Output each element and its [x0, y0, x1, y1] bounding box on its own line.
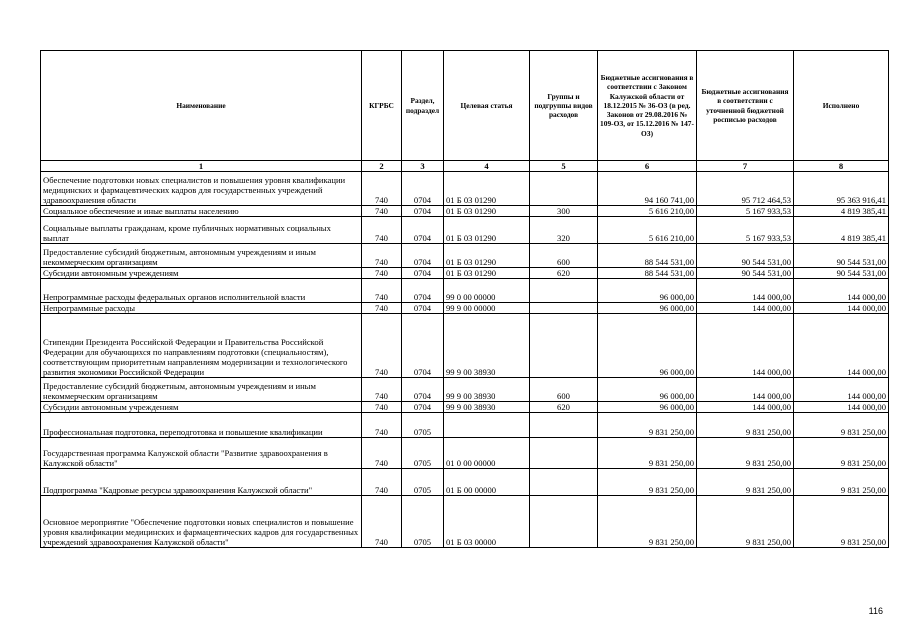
row-expense-group — [530, 413, 598, 438]
column-number: 4 — [444, 161, 530, 172]
row-target-article: 01 Б 03 01290 — [444, 244, 530, 268]
row-kgrbs: 740 — [362, 268, 402, 279]
row-executed: 144 000,00 — [794, 279, 889, 303]
row-name: Обеспечение подготовки новых специалистов и повышения уровня квалификации медицинских и фармацевтических кадров для государственных учреждений здравоохранения области — [41, 172, 362, 206]
row-approved: 88 544 531,00 — [598, 268, 697, 279]
row-executed: 9 831 250,00 — [794, 496, 889, 548]
column-number: 1 — [41, 161, 362, 172]
table-row — [41, 402, 889, 413]
row-approved: 96 000,00 — [598, 303, 697, 314]
row-name: Основное мероприятие "Обеспечение подготовки новых специалистов и повышение уровня квалификации медицинских и фармацевтических кадров для государственных учреждений здравоохранения Калужской области" — [41, 496, 362, 548]
row-approved: 9 831 250,00 — [598, 496, 697, 548]
row-executed: 144 000,00 — [794, 402, 889, 413]
row-section: 0705 — [402, 469, 444, 496]
row-kgrbs: 740 — [362, 469, 402, 496]
row-expense-group: 620 — [530, 268, 598, 279]
table-row — [41, 378, 889, 402]
row-kgrbs: 740 — [362, 438, 402, 469]
row-target-article — [444, 413, 530, 438]
row-refined: 9 831 250,00 — [697, 496, 794, 548]
page-number: 116 — [868, 606, 883, 616]
column-number: 3 — [402, 161, 444, 172]
row-name: Предоставление субсидий бюджетным, автономным учреждениям и иным некоммерческим организациям — [41, 244, 362, 268]
row-refined: 144 000,00 — [697, 279, 794, 303]
row-name: Профессиональная подготовка, переподготовка и повышение квалификации — [41, 413, 362, 438]
row-kgrbs: 740 — [362, 496, 402, 548]
table-row — [41, 496, 889, 548]
row-refined: 144 000,00 — [697, 402, 794, 413]
row-target-article: 01 Б 03 01290 — [444, 172, 530, 206]
row-approved: 9 831 250,00 — [598, 438, 697, 469]
row-refined: 5 167 933,53 — [697, 206, 794, 217]
row-kgrbs: 740 — [362, 402, 402, 413]
row-section: 0705 — [402, 438, 444, 469]
row-section: 0705 — [402, 413, 444, 438]
row-executed: 144 000,00 — [794, 303, 889, 314]
row-kgrbs: 740 — [362, 303, 402, 314]
row-executed: 9 831 250,00 — [794, 413, 889, 438]
row-approved: 96 000,00 — [598, 402, 697, 413]
table-row — [41, 268, 889, 279]
row-expense-group — [530, 303, 598, 314]
row-kgrbs: 740 — [362, 172, 402, 206]
row-name: Непрограммные расходы — [41, 303, 362, 314]
row-approved: 5 616 210,00 — [598, 206, 697, 217]
row-name: Непрограммные расходы федеральных органов исполнительной власти — [41, 279, 362, 303]
row-approved: 96 000,00 — [598, 378, 697, 402]
row-section: 0704 — [402, 378, 444, 402]
row-refined: 144 000,00 — [697, 314, 794, 378]
row-approved: 88 544 531,00 — [598, 244, 697, 268]
row-kgrbs: 740 — [362, 413, 402, 438]
row-executed: 4 819 385,41 — [794, 217, 889, 244]
table-row — [41, 206, 889, 217]
column-number: 5 — [530, 161, 598, 172]
column-number: 7 — [697, 161, 794, 172]
row-target-article: 01 Б 03 01290 — [444, 206, 530, 217]
row-target-article: 99 9 00 00000 — [444, 303, 530, 314]
column-number: 2 — [362, 161, 402, 172]
row-refined: 90 544 531,00 — [697, 268, 794, 279]
row-expense-group: 600 — [530, 244, 598, 268]
row-section: 0705 — [402, 496, 444, 548]
row-target-article: 99 0 00 00000 — [444, 279, 530, 303]
row-section: 0704 — [402, 268, 444, 279]
row-expense-group: 300 — [530, 206, 598, 217]
row-name: Субсидии автономным учреждениям — [41, 402, 362, 413]
row-name: Субсидии автономным учреждениям — [41, 268, 362, 279]
row-target-article: 01 Б 03 01290 — [444, 217, 530, 244]
row-target-article: 99 9 00 38930 — [444, 378, 530, 402]
row-refined: 90 544 531,00 — [697, 244, 794, 268]
row-expense-group — [530, 314, 598, 378]
row-executed: 9 831 250,00 — [794, 469, 889, 496]
row-kgrbs: 740 — [362, 279, 402, 303]
header-expense-group: Группы и подгруппы видов расходов — [530, 51, 598, 161]
row-section: 0704 — [402, 303, 444, 314]
row-name: Подпрограмма "Кадровые ресурсы здравоохранения Калужской области" — [41, 469, 362, 496]
row-target-article: 99 9 00 38930 — [444, 314, 530, 378]
row-approved: 96 000,00 — [598, 279, 697, 303]
table-row — [41, 217, 889, 244]
row-kgrbs: 740 — [362, 217, 402, 244]
table-row — [41, 303, 889, 314]
row-approved: 94 160 741,00 — [598, 172, 697, 206]
row-target-article: 01 Б 03 00000 — [444, 496, 530, 548]
header-executed: Исполнено — [794, 51, 889, 161]
header-approved-allocations: Бюджетные ассигнования в соответствии с Законом Калужской области от 18.12.2015 № 36-ОЗ (в ред. Законов от 29.08.2016 № 109-ОЗ, от 15.12.2016 № 147-ОЗ) — [598, 51, 697, 161]
table-row — [41, 314, 889, 378]
row-executed: 95 363 916,41 — [794, 172, 889, 206]
row-section: 0704 — [402, 244, 444, 268]
row-approved: 5 616 210,00 — [598, 217, 697, 244]
table-row — [41, 413, 889, 438]
row-expense-group: 320 — [530, 217, 598, 244]
row-executed: 144 000,00 — [794, 314, 889, 378]
row-approved: 9 831 250,00 — [598, 469, 697, 496]
row-refined: 95 712 464,53 — [697, 172, 794, 206]
row-section: 0704 — [402, 279, 444, 303]
row-name: Социальные выплаты гражданам, кроме публичных нормативных социальных выплат — [41, 217, 362, 244]
row-executed: 90 544 531,00 — [794, 268, 889, 279]
row-section: 0704 — [402, 217, 444, 244]
column-number: 8 — [794, 161, 889, 172]
row-name: Социальное обеспечение и иные выплаты населению — [41, 206, 362, 217]
column-number-row — [41, 161, 889, 172]
row-kgrbs: 740 — [362, 244, 402, 268]
row-approved: 96 000,00 — [598, 314, 697, 378]
row-section: 0704 — [402, 402, 444, 413]
row-name: Государственная программа Калужской области "Развитие здравоохранения в Калужской области" — [41, 438, 362, 469]
row-executed: 9 831 250,00 — [794, 438, 889, 469]
row-refined: 5 167 933,53 — [697, 217, 794, 244]
row-section: 0704 — [402, 314, 444, 378]
table-row — [41, 469, 889, 496]
row-expense-group — [530, 469, 598, 496]
row-target-article: 99 9 00 38930 — [444, 402, 530, 413]
row-executed: 90 544 531,00 — [794, 244, 889, 268]
table-row — [41, 438, 889, 469]
row-executed: 4 819 385,41 — [794, 206, 889, 217]
row-expense-group — [530, 438, 598, 469]
header-kgrbs: КГРБС — [362, 51, 402, 161]
header-section: Раздел, подраздел — [402, 51, 444, 161]
table-row — [41, 279, 889, 303]
row-refined: 9 831 250,00 — [697, 438, 794, 469]
row-name: Предоставление субсидий бюджетным, автономным учреждениям и иным некоммерческим организациям — [41, 378, 362, 402]
column-number: 6 — [598, 161, 697, 172]
row-refined: 144 000,00 — [697, 303, 794, 314]
row-expense-group: 600 — [530, 378, 598, 402]
header-refined-allocations: Бюджетные ассигнования в соответствии с уточненной бюджетной росписью расходов — [697, 51, 794, 161]
table-row — [41, 172, 889, 206]
row-kgrbs: 740 — [362, 314, 402, 378]
row-name: Стипендии Президента Российской Федерации и Правительства Российской Федерации для обучающихся по направлениям подготовки (специальностям), соответствующим приоритетным направлениям модернизации и технологического развития экономики Российской Федерации — [41, 314, 362, 378]
budget-table — [40, 50, 889, 548]
row-approved: 9 831 250,00 — [598, 413, 697, 438]
row-refined: 144 000,00 — [697, 378, 794, 402]
header-row — [41, 51, 889, 161]
row-target-article: 01 Б 00 00000 — [444, 469, 530, 496]
row-expense-group — [530, 172, 598, 206]
row-section: 0704 — [402, 172, 444, 206]
row-executed: 144 000,00 — [794, 378, 889, 402]
row-kgrbs: 740 — [362, 378, 402, 402]
row-expense-group — [530, 279, 598, 303]
row-target-article: 01 Б 03 01290 — [444, 268, 530, 279]
header-name: Наименование — [41, 51, 362, 161]
row-kgrbs: 740 — [362, 206, 402, 217]
table-row — [41, 244, 889, 268]
row-target-article: 01 0 00 00000 — [444, 438, 530, 469]
row-expense-group: 620 — [530, 402, 598, 413]
row-section: 0704 — [402, 206, 444, 217]
row-expense-group — [530, 496, 598, 548]
row-refined: 9 831 250,00 — [697, 469, 794, 496]
row-refined: 9 831 250,00 — [697, 413, 794, 438]
header-target-article: Целевая статья — [444, 51, 530, 161]
